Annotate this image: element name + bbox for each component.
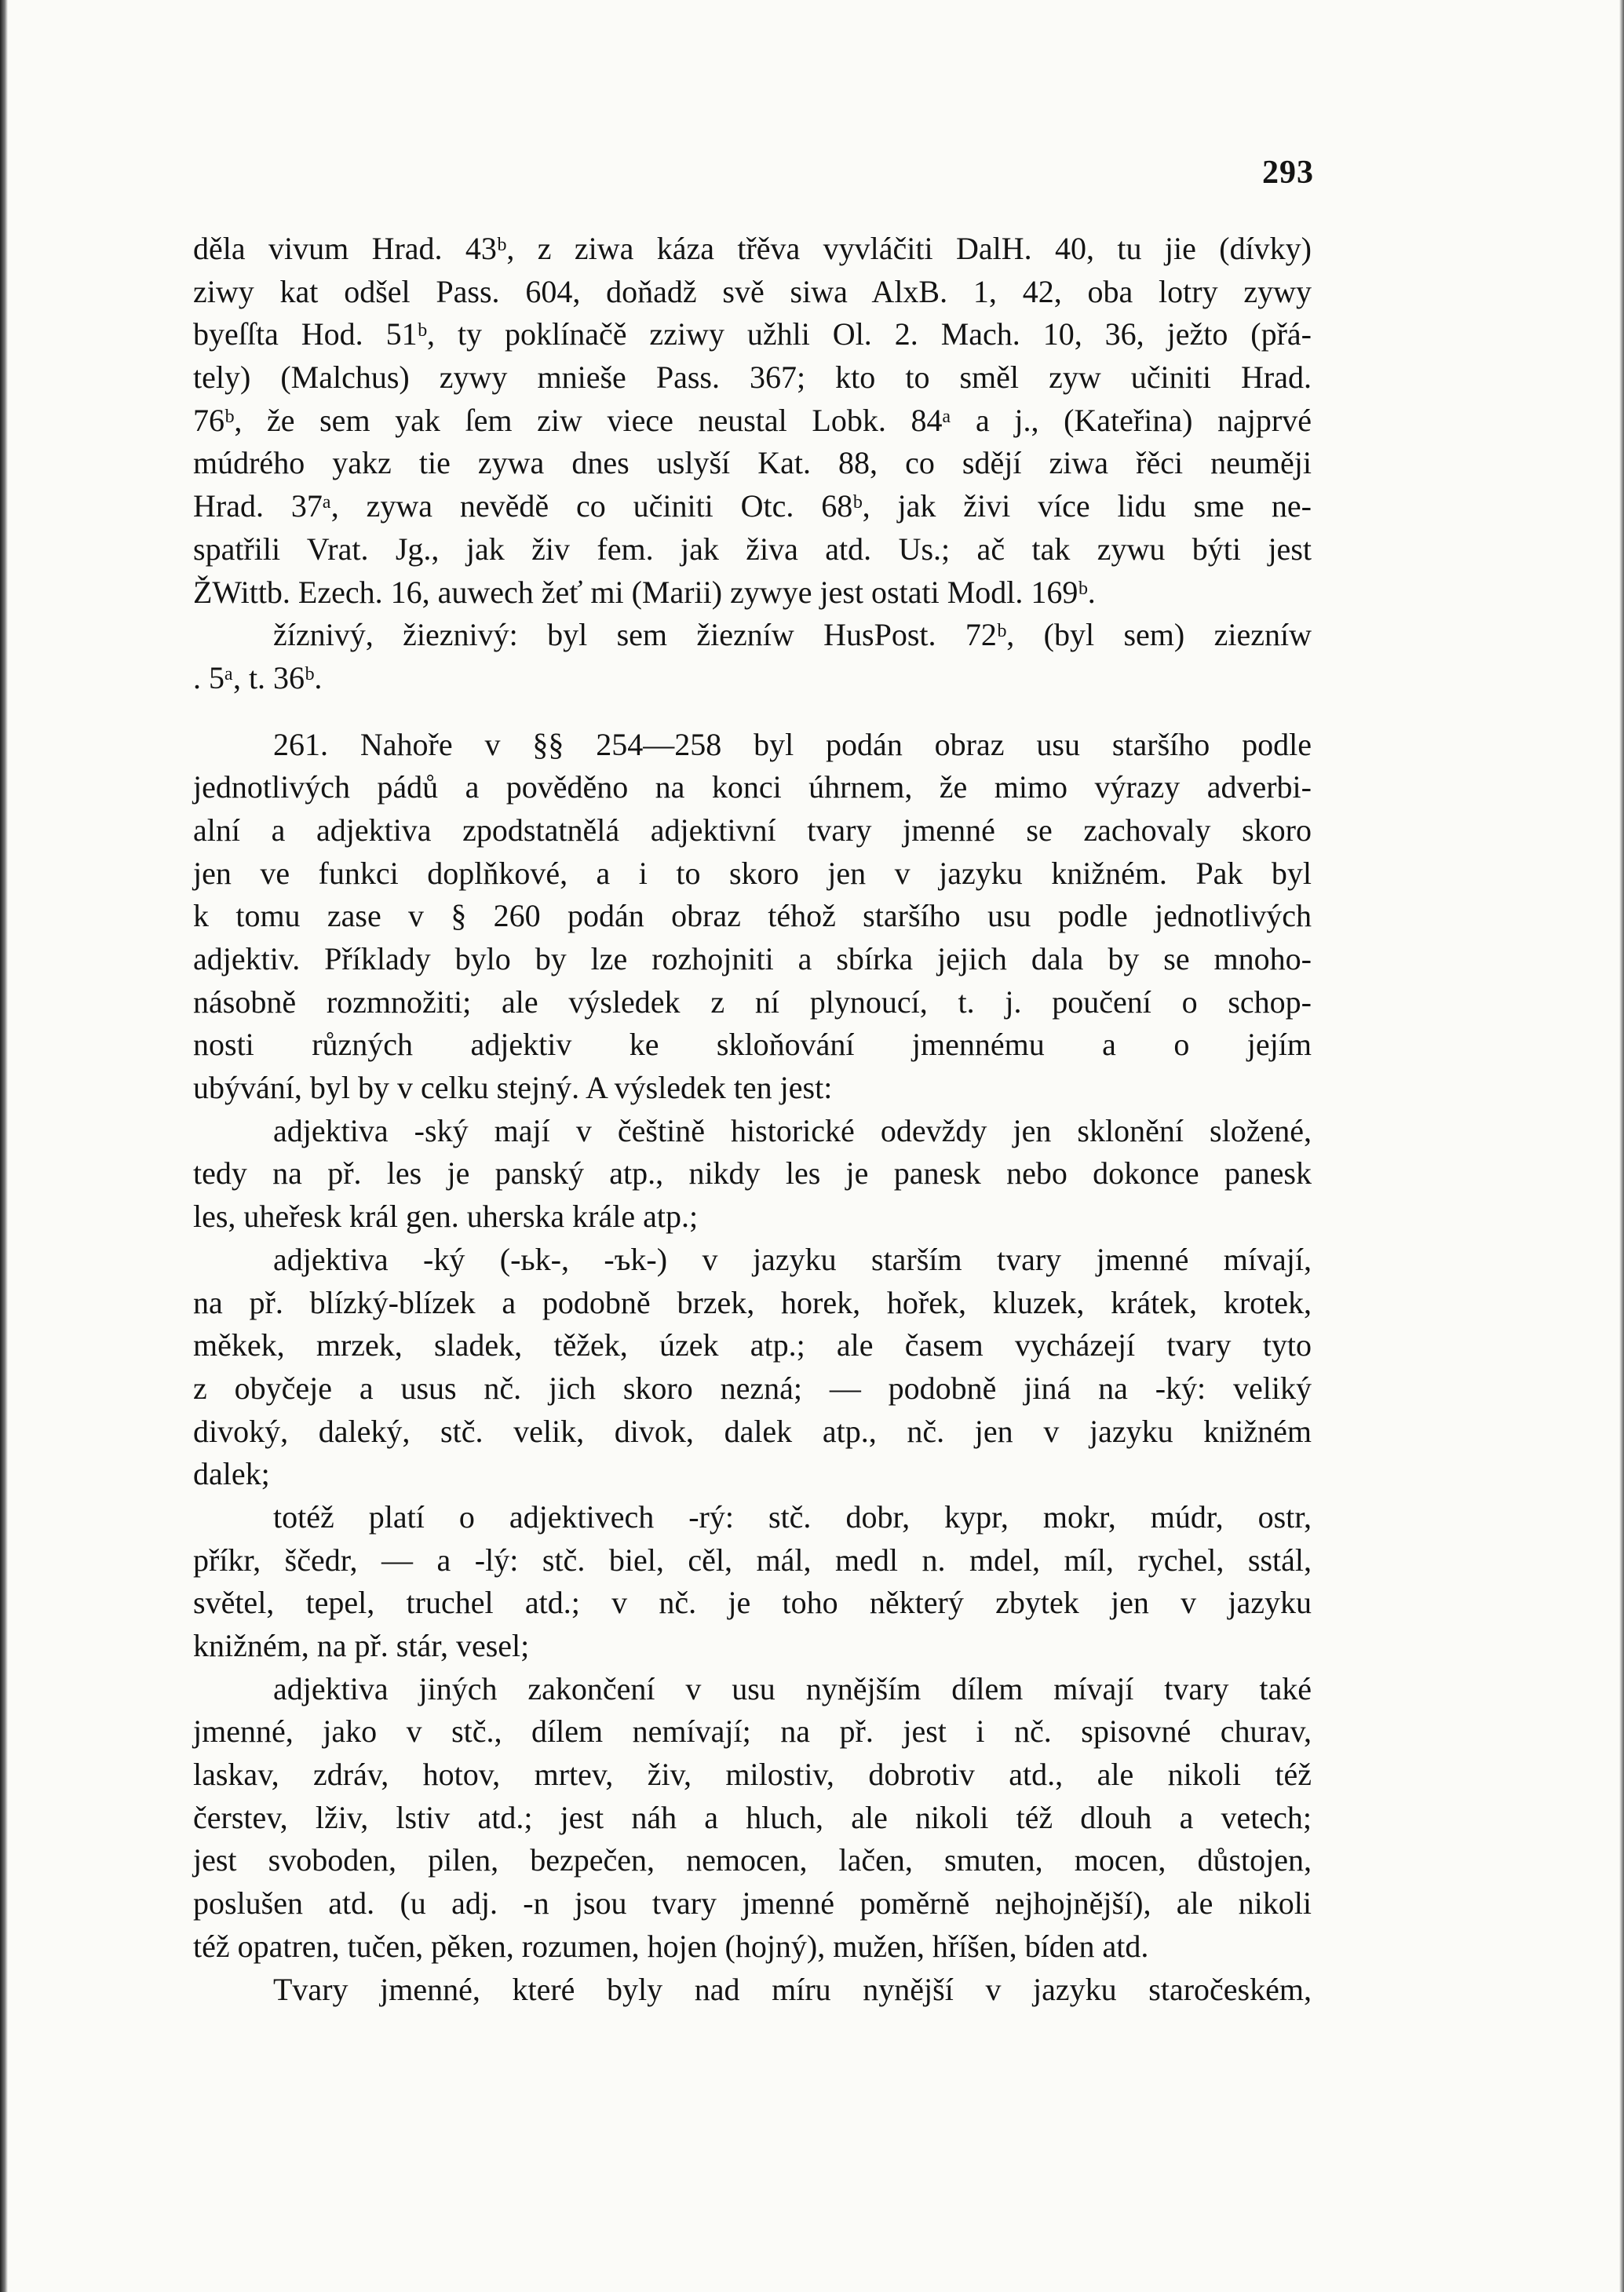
- text-line: násobně rozmnožiti; ale výsledek z ní plynoucí, t. j. poučení o schop-: [193, 984, 1312, 1020]
- text-line: ubývání, byl by v celku stejný. A výsledek ten jest:: [193, 1070, 833, 1106]
- text-line: dalek;: [193, 1456, 270, 1492]
- text-line: 76ᵇ, že sem yak ſem ziw viece neustal Lobk. 84ᵃ a j., (Kateřina) najprvé: [193, 402, 1312, 438]
- text-line: tely) (Malchus) zywy mnieše Pass. 367; kto to směl zyw učiniti Hrad.: [193, 359, 1312, 396]
- text-line: 261. Nahoře v §§ 254—258 byl podán obraz usu staršího podle: [273, 726, 1312, 762]
- text-line: příkr, ščedr, — a -lý: stč. biel, cěl, mál, medl n. mdel, míl, rychel, sstál,: [193, 1542, 1312, 1578]
- text-line: též opatren, tučen, pěken, rozumen, hojen (hojný), mužen, hříšen, bíden atd.: [193, 1928, 1149, 1964]
- body-text: [193, 228, 1312, 2011]
- text-line: čerstev, lživ, lstiv atd.; jest náh a hluch, ale nikoli též dlouh a vetech;: [193, 1799, 1312, 1835]
- text-line: ŽWittb. Ezech. 16, auwech žeť mi (Marii) zywye jest ostati Modl. 169ᵇ.: [193, 574, 1096, 610]
- page-binding-edge: [0, 0, 8, 2292]
- text-line: jen ve funkci doplňkové, a i to skoro jen v jazyku knižném. Pak byl: [193, 855, 1312, 891]
- text-line: tedy na př. les je panský atp., nikdy les je panesk nebo dokonce panesk: [193, 1155, 1312, 1192]
- text-line: múdrého yakz tie zywa dnes uslyší Kat. 88, co sdějí ziwa řěci neuměji: [193, 445, 1312, 481]
- text-line: laskav, zdráv, hotov, mrtev, živ, milostiv, dobrotiv atd., ale nikoli též: [193, 1757, 1312, 1793]
- page-number: 293: [1262, 155, 1314, 191]
- text-line: byeſſta Hod. 51ᵇ, ty poklínačě zziwy užhli Ol. 2. Mach. 10, 36, ježto (přá-: [193, 316, 1312, 352]
- text-line: světel, tepel, truchel atd.; v nč. je toho některý zbytek jen v jazyku: [193, 1585, 1312, 1621]
- text-line: z obyčeje a usus nč. jich skoro nezná; — podobně jiná na -ký: veliký: [193, 1370, 1312, 1406]
- text-line: adjektiva jiných zakončení v usu nynějším dílem mívají tvary také: [273, 1670, 1312, 1706]
- text-line: alní a adjektiva zpodstatnělá adjektivní tvary jmenné se zachovaly skoro: [193, 812, 1312, 848]
- text-line: . 5ᵃ, t. 36ᵇ.: [193, 659, 323, 695]
- text-line: žíznivý, žieznivý: byl sem žiezníw HusPost. 72ᵇ, (byl sem) ziezníw: [273, 617, 1312, 653]
- text-line: adjektiv. Příklady bylo by lze rozhojniti a sbírka jejich dala by se mnoho-: [193, 941, 1312, 976]
- text-line: jednotlivých pádů a pověděno na konci úhrnem, že mimo výrazy adverbi-: [193, 769, 1312, 805]
- paragraph-gap: [193, 700, 1312, 724]
- text-line: nosti různých adjektiv ke skloňování jmennému a o jejím: [193, 1027, 1312, 1063]
- page-right-edge: [1619, 0, 1624, 2292]
- text-line: Tvary jmenné, které byly nad míru nynější v jazyku staročeském,: [273, 1971, 1312, 2007]
- text-line: adjektiva -ký (-ьk-, -ъk-) v jazyku starším tvary jmenné mívají,: [273, 1241, 1312, 1277]
- text-line: ziwy kat odšel Pass. 604, doňadž svě siwa AlxB. 1, 42, oba lotry zywy: [193, 273, 1312, 309]
- text-line: jest svoboden, pilen, bezpečen, nemocen, lačen, smuten, mocen, důstojen,: [193, 1842, 1312, 1878]
- text-line: měkek, mrzek, sladek, těžek, úzek atp.; ale časem vycházejí tvary tyto: [193, 1327, 1312, 1363]
- text-line: divoký, daleký, stč. velik, divok, dalek atp., nč. jen v jazyku knižném: [193, 1413, 1312, 1449]
- text-line: k tomu zase v § 260 podán obraz téhož staršího usu podle jednotlivých: [193, 898, 1312, 934]
- text-line: na př. blízký-blízek a podobně brzek, horek, hořek, kluzek, krátek, krotek,: [193, 1284, 1312, 1320]
- text-line: spatřili Vrat. Jg., jak živ fem. jak živa atd. Us.; ač tak zywu býti jest: [193, 531, 1312, 567]
- text-line: totéž platí o adjektivech -rý: stč. dobr, kypr, mokr, múdr, ostr,: [273, 1498, 1312, 1535]
- text-line: Hrad. 37ᵃ, zywa nevědě co učiniti Otc. 68ᵇ, jak živi více lidu sme ne-: [193, 488, 1312, 524]
- text-line: děla vivum Hrad. 43ᵇ, z ziwa káza třěva vyvláčiti DalH. 40, tu jie (dívky): [193, 231, 1312, 266]
- text-line: adjektiva -ský mají v češtině historické odevždy jen sklonění složené,: [273, 1112, 1312, 1148]
- text-line: knižném, na př. stár, vesel;: [193, 1628, 530, 1663]
- text-line: poslušen atd. (u adj. -n jsou tvary jmenné poměrně nejhojnější), ale nikoli: [193, 1885, 1312, 1922]
- text-line: les, uheřesk král gen. uherska krále atp.;: [193, 1199, 699, 1235]
- text-line: jmenné, jako v stč., dílem nemívají; na př. jest i nč. spisovné churav,: [193, 1714, 1312, 1750]
